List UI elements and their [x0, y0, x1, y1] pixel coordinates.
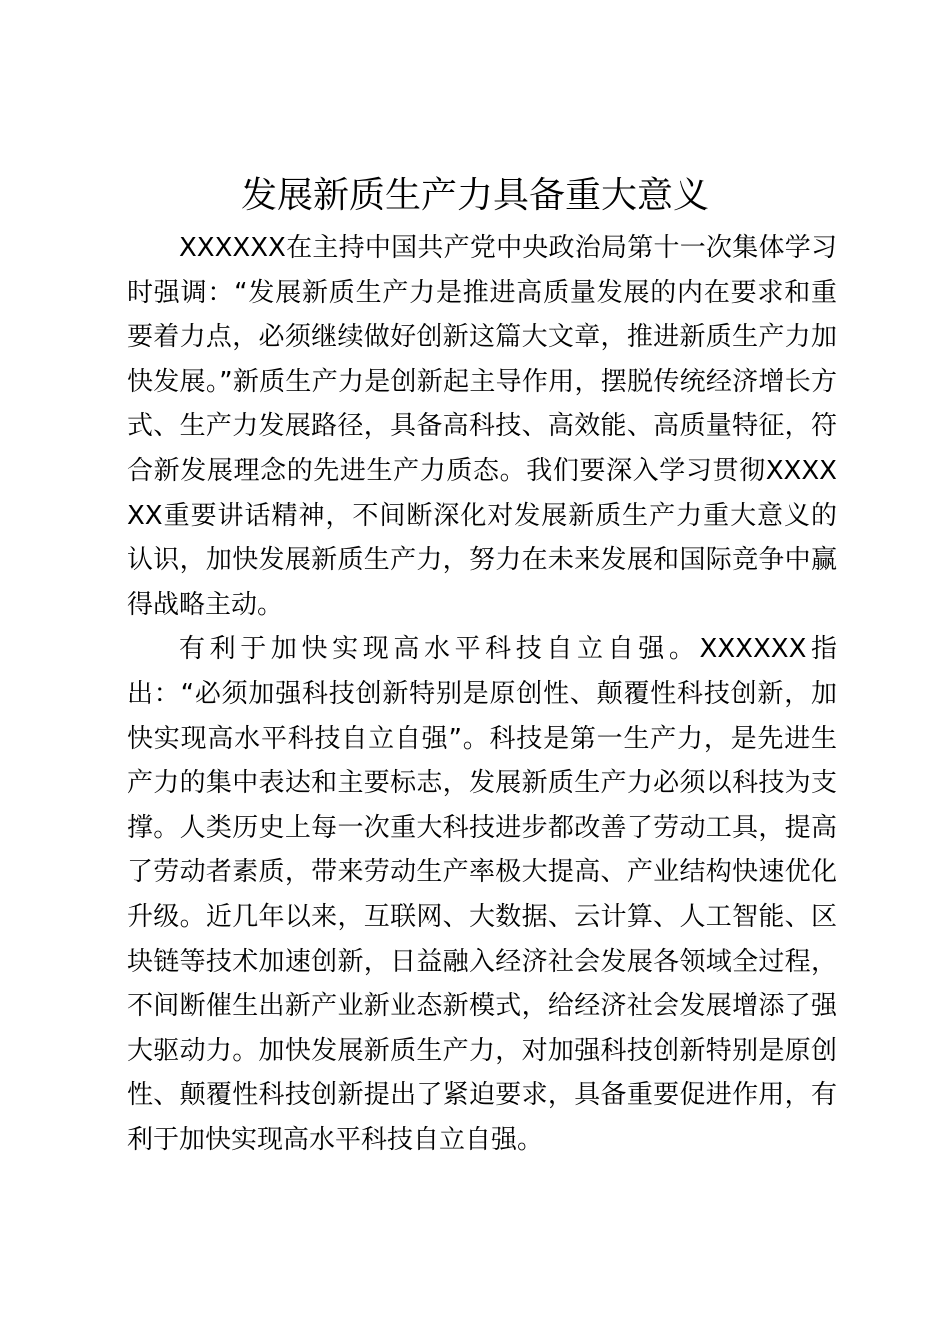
document-title: 发展新质生产力具备重大意义	[240, 175, 709, 216]
document-body	[127, 226, 837, 1162]
paragraph-2: 有利于加快实现高水平科技自立自强。XXXXXX指出：“必须加强科技创新特别是原创性、颠覆性科技创新，加快实现高水平科技自立自强”。科技是第一生产力，是先进生产力的集中表达和主要标志，发展新质生产力必须以科技为支撑。人类历史上每一次重大科技进步都改善了劳动工具，提高了劳动者素质，带来劳动生产率极大提高、产业结构快速优化升级。近几年以来，互联网、大数据、云计算、人工智能、区块链等技术加速创新，日益融入经济社会发展各领域全过程，不间断催生出新产业新业态新模式，给经济社会发展增添了强大驱动力。加快发展新质生产力，对加强科技创新特别是原创性、颠覆性科技创新提出了紧迫要求，具备重要促进作用，有利于加快实现高水平科技自立自强。	[127, 634, 837, 1155]
paragraph-1: XXXXXX在主持中国共产党中央政治局第十一次集体学习时强调：“发展新质生产力是推进高质量发展的内在要求和重要着力点，必须继续做好创新这篇大文章，推进新质生产力加快发展。”新质生产力是创新起主导作用，摆脱传统经济增长方式、生产力发展路径，具备高科技、高效能、高质量特征，符合新发展理念的先进生产力质态。我们要深入学习贯彻XXXXXX重要讲话精神，不间断深化对发展新质生产力重大意义的认识，加快发展新质生产力，努力在未来发展和国际竞争中赢得战略主动。	[127, 233, 837, 620]
